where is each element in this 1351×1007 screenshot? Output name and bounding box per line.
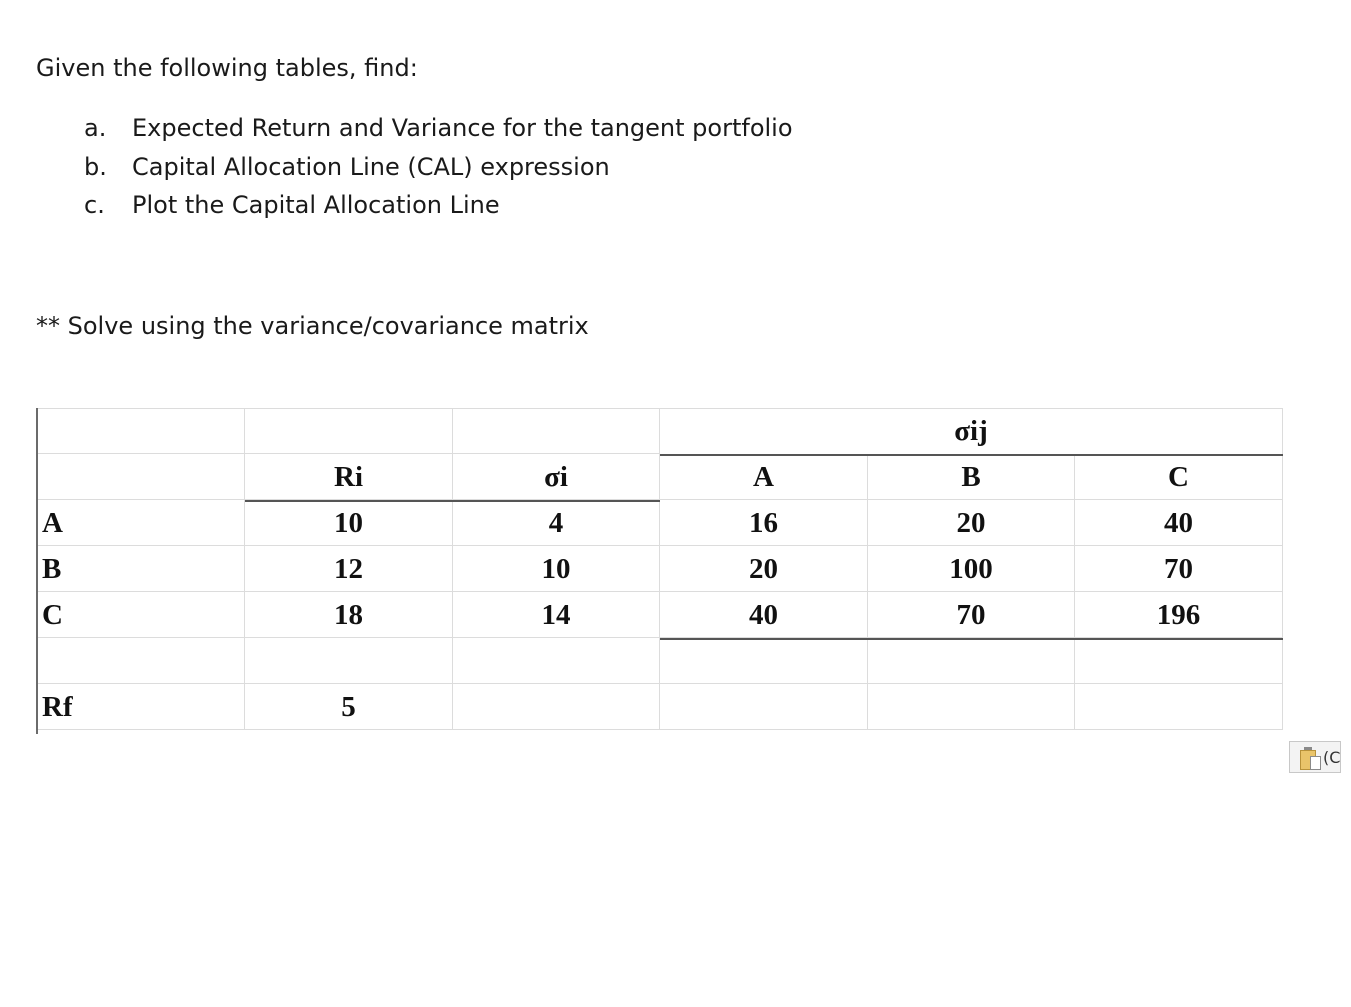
risk-free-label[interactable]: Rf [36, 684, 245, 730]
table-cell[interactable]: 10 [245, 500, 453, 546]
table-cell[interactable]: 18 [245, 592, 453, 638]
table-cell[interactable] [245, 408, 453, 454]
table-header-row [36, 454, 1283, 500]
covariance-header-rule [660, 454, 1283, 456]
header-cell-stdev[interactable]: σi [453, 454, 660, 500]
instruction-note: ** Solve using the variance/covariance matrix [36, 312, 589, 340]
header-cell-cov-b[interactable]: B [868, 454, 1075, 500]
table-group-header-row [36, 408, 1283, 454]
table-row-risk-free [36, 684, 1283, 730]
row-label[interactable]: C [36, 592, 245, 638]
table-cell[interactable] [868, 638, 1075, 684]
return-header-rule [245, 500, 660, 502]
question-text: Expected Return and Variance for the tangent portfolio [132, 114, 793, 142]
table-cell[interactable] [1075, 638, 1283, 684]
table-cell[interactable]: 100 [868, 546, 1075, 592]
table-cell[interactable] [36, 638, 245, 684]
question-letter: a. [84, 114, 107, 142]
table-cell[interactable]: 20 [660, 546, 868, 592]
covariance-group-label: σij [954, 415, 988, 447]
paste-options-label: (C [1323, 748, 1341, 767]
risk-free-value[interactable]: 5 [245, 684, 453, 730]
table-cell[interactable] [453, 638, 660, 684]
table-cell[interactable] [245, 638, 453, 684]
paste-options-button[interactable] [1289, 741, 1341, 773]
question-list [84, 112, 793, 228]
header-cell-cov-c[interactable]: C [1075, 454, 1283, 500]
table-row-empty [36, 638, 1283, 684]
header-cell-cov-a[interactable]: A [660, 454, 868, 500]
row-label[interactable]: B [36, 546, 245, 592]
table-row [36, 546, 1283, 592]
table-cell[interactable]: 14 [453, 592, 660, 638]
intro-text: Given the following tables, find: [36, 54, 418, 82]
row-label[interactable]: A [36, 500, 245, 546]
table-left-border [36, 408, 38, 734]
question-item [84, 189, 793, 228]
table-cell[interactable] [36, 408, 245, 454]
question-text: Plot the Capital Allocation Line [132, 191, 500, 219]
table-cell[interactable]: 4 [453, 500, 660, 546]
table-cell[interactable]: 196 [1075, 592, 1283, 638]
table-cell[interactable]: 70 [868, 592, 1075, 638]
question-item [84, 112, 793, 151]
table-cell[interactable]: 16 [660, 500, 868, 546]
table-cell[interactable] [868, 684, 1075, 730]
covariance-bottom-rule [660, 638, 1283, 640]
table-row [36, 500, 1283, 546]
table-cell[interactable]: 40 [1075, 500, 1283, 546]
header-cell-return[interactable]: Ri [245, 454, 453, 500]
data-table [36, 408, 1283, 734]
covariance-group-header[interactable] [660, 408, 1283, 454]
question-text: Capital Allocation Line (CAL) expression [132, 152, 610, 181]
table-cell[interactable] [1075, 684, 1283, 730]
header-cell-blank[interactable] [36, 454, 245, 500]
question-letter: b. [84, 152, 107, 181]
table-cell[interactable]: 10 [453, 546, 660, 592]
table-cell[interactable]: 12 [245, 546, 453, 592]
question-item [84, 151, 793, 190]
page-icon [1310, 756, 1321, 770]
table-cell[interactable]: 20 [868, 500, 1075, 546]
table-cell[interactable] [660, 684, 868, 730]
table-cell[interactable]: 40 [660, 592, 868, 638]
table-cell[interactable] [453, 408, 660, 454]
table-row [36, 592, 1283, 638]
table-cell[interactable] [660, 638, 868, 684]
table-cell[interactable] [453, 684, 660, 730]
question-letter: c. [84, 191, 105, 219]
table-cell[interactable]: 70 [1075, 546, 1283, 592]
